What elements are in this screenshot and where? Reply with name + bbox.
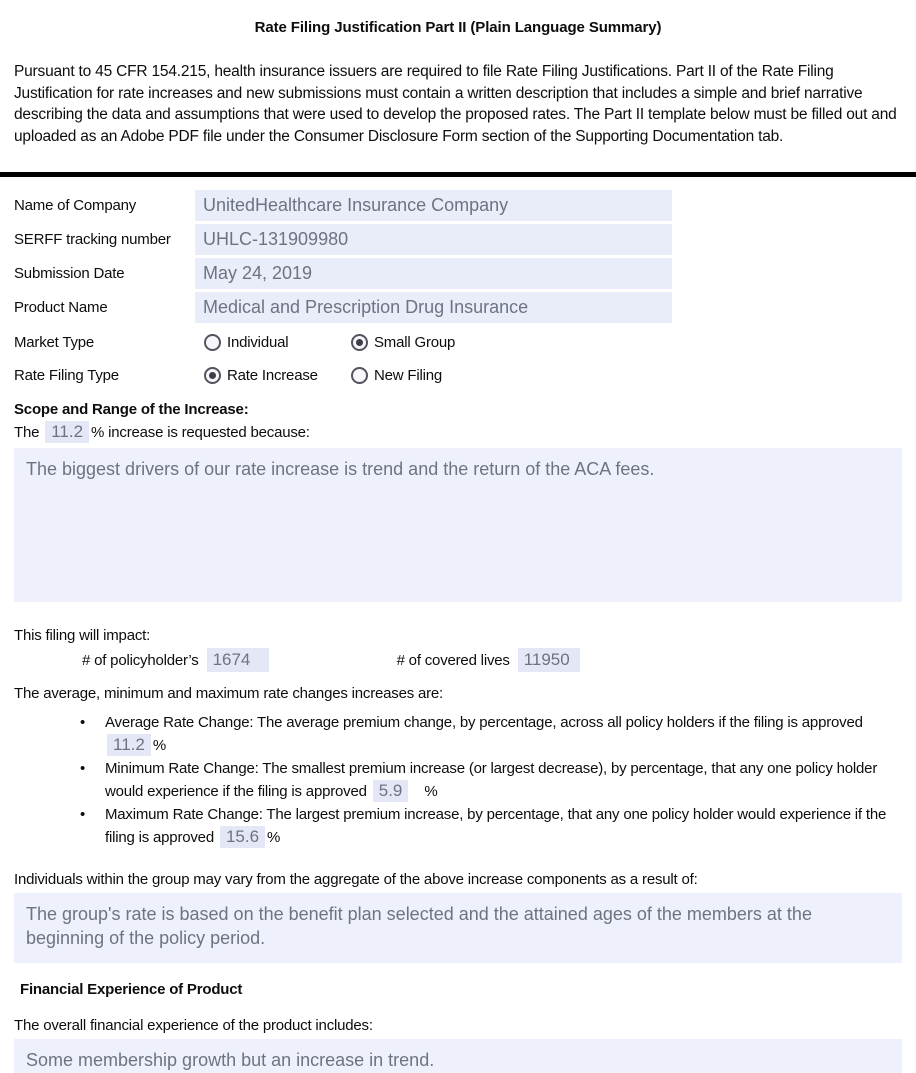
maximum-rate-change-text: Maximum Rate Change: The largest premium increase, by percentage, that any one policy holder would experience if the filing is approved bbox=[105, 806, 887, 846]
submission-date-row bbox=[14, 258, 902, 289]
variance-textarea[interactable]: The group's rate is based on the benefit plan selected and the attained ages of the members at the beginning of the policy period. bbox=[14, 893, 902, 963]
minimum-rate-change-text: Minimum Rate Change: The smallest premium increase (or largest decrease), by percentage, that any one policy holder would experience if the filing is approved bbox=[105, 760, 878, 800]
radio-label-new-filing: New Filing bbox=[374, 367, 443, 384]
company-info-form bbox=[14, 190, 902, 392]
scope-sentence bbox=[14, 421, 902, 443]
product-name-label: Product Name bbox=[14, 299, 108, 316]
covered-lives-group bbox=[397, 648, 580, 672]
scope-sentence-prefix: The bbox=[14, 424, 40, 441]
maximum-rate-change-bullet bbox=[14, 803, 902, 849]
minimum-rate-change-input[interactable]: 5.9 bbox=[373, 780, 409, 802]
radio-label-small-group: Small Group bbox=[374, 334, 456, 351]
radio-button-icon[interactable] bbox=[204, 334, 221, 351]
rate-filing-type-label: Rate Filing Type bbox=[14, 367, 119, 384]
rates-heading: The average, minimum and maximum rate changes increases are: bbox=[14, 685, 444, 702]
scope-sentence-suffix: % increase is requested because: bbox=[91, 424, 310, 441]
serff-number-row bbox=[14, 224, 902, 255]
submission-date-input[interactable]: May 24, 2019 bbox=[195, 258, 672, 289]
percent-sign: % bbox=[424, 783, 438, 800]
rate-change-bullet-list bbox=[14, 711, 902, 849]
radio-dot bbox=[356, 339, 363, 346]
radio-button-icon[interactable] bbox=[351, 334, 368, 351]
market-type-label: Market Type bbox=[14, 334, 95, 351]
radio-label-individual: Individual bbox=[227, 334, 289, 351]
radio-option-small-group[interactable] bbox=[351, 334, 455, 351]
intro-paragraph: Pursuant to 45 CFR 154.215, health insurance issuers are required to file Rate Filing Justifications. Part II of the Rate Filing Justification for rate increases and new submissions must contain a written description that includes a simple and brief narrative describing the data and assumptions that were used to develop the proposed rates. The Part II template below must be filled out and uploaded as an Adobe PDF file under the Consumer Disclosure Form section of the Supporting Documentation tab. bbox=[14, 63, 897, 145]
product-name-row bbox=[14, 292, 902, 323]
company-name-input[interactable]: UnitedHealthcare Insurance Company bbox=[195, 190, 672, 221]
impact-heading: This filing will impact: bbox=[14, 627, 151, 644]
percent-sign: % bbox=[267, 829, 281, 846]
serff-number-input[interactable]: UHLC-131909980 bbox=[195, 224, 672, 255]
rate-filing-type-row bbox=[14, 359, 902, 392]
policyholders-label: # of policyholder’s bbox=[82, 651, 199, 669]
covered-lives-label: # of covered lives bbox=[396, 651, 510, 669]
impact-row bbox=[14, 648, 902, 672]
radio-button-icon[interactable] bbox=[204, 367, 221, 384]
company-name-row bbox=[14, 190, 902, 221]
minimum-rate-change-bullet bbox=[14, 757, 902, 803]
variance-label: Individuals within the group may vary from the aggregate of the above increase components as a result of: bbox=[14, 871, 698, 888]
radio-option-individual[interactable] bbox=[204, 334, 351, 351]
average-rate-change-input[interactable]: 11.2 bbox=[107, 734, 151, 756]
market-type-row bbox=[14, 326, 902, 359]
scope-heading: Scope and Range of the Increase: bbox=[14, 401, 249, 418]
rate-filing-type-options bbox=[195, 367, 442, 384]
policyholders-group bbox=[82, 648, 269, 672]
radio-option-new-filing[interactable] bbox=[351, 367, 442, 384]
financial-experience-textarea[interactable]: Some membership growth but an increase in trend. bbox=[14, 1039, 902, 1073]
covered-lives-count-input[interactable]: 11950 bbox=[518, 648, 580, 672]
average-rate-change-bullet bbox=[14, 711, 902, 757]
average-rate-change-text: Average Rate Change: The average premium change, by percentage, across all policy holders if the filing is approved bbox=[105, 714, 863, 731]
company-name-label: Name of Company bbox=[14, 197, 137, 214]
radio-dot bbox=[209, 372, 216, 379]
market-type-options bbox=[195, 334, 455, 351]
radio-button-icon[interactable] bbox=[351, 367, 368, 384]
financial-experience-heading: Financial Experience of Product bbox=[20, 981, 243, 998]
increase-reason-textarea[interactable]: The biggest drivers of our rate increase is trend and the return of the ACA fees. bbox=[14, 448, 902, 602]
percent-sign: % bbox=[152, 737, 167, 754]
policyholders-count-input[interactable]: 1674 bbox=[207, 648, 269, 672]
radio-option-rate-increase[interactable] bbox=[204, 367, 351, 384]
serff-number-label: SERFF tracking number bbox=[14, 231, 171, 248]
radio-label-rate-increase: Rate Increase bbox=[227, 367, 318, 384]
maximum-rate-change-input[interactable]: 15.6 bbox=[220, 826, 265, 848]
financial-experience-label: The overall financial experience of the product includes: bbox=[14, 1017, 373, 1034]
increase-percent-input[interactable]: 11.2 bbox=[45, 421, 89, 443]
product-name-input[interactable]: Medical and Prescription Drug Insurance bbox=[195, 292, 672, 323]
submission-date-label: Submission Date bbox=[14, 265, 125, 282]
section-divider bbox=[0, 172, 916, 177]
page-title: Rate Filing Justification Part II (Plain Language Summary) bbox=[254, 19, 662, 36]
